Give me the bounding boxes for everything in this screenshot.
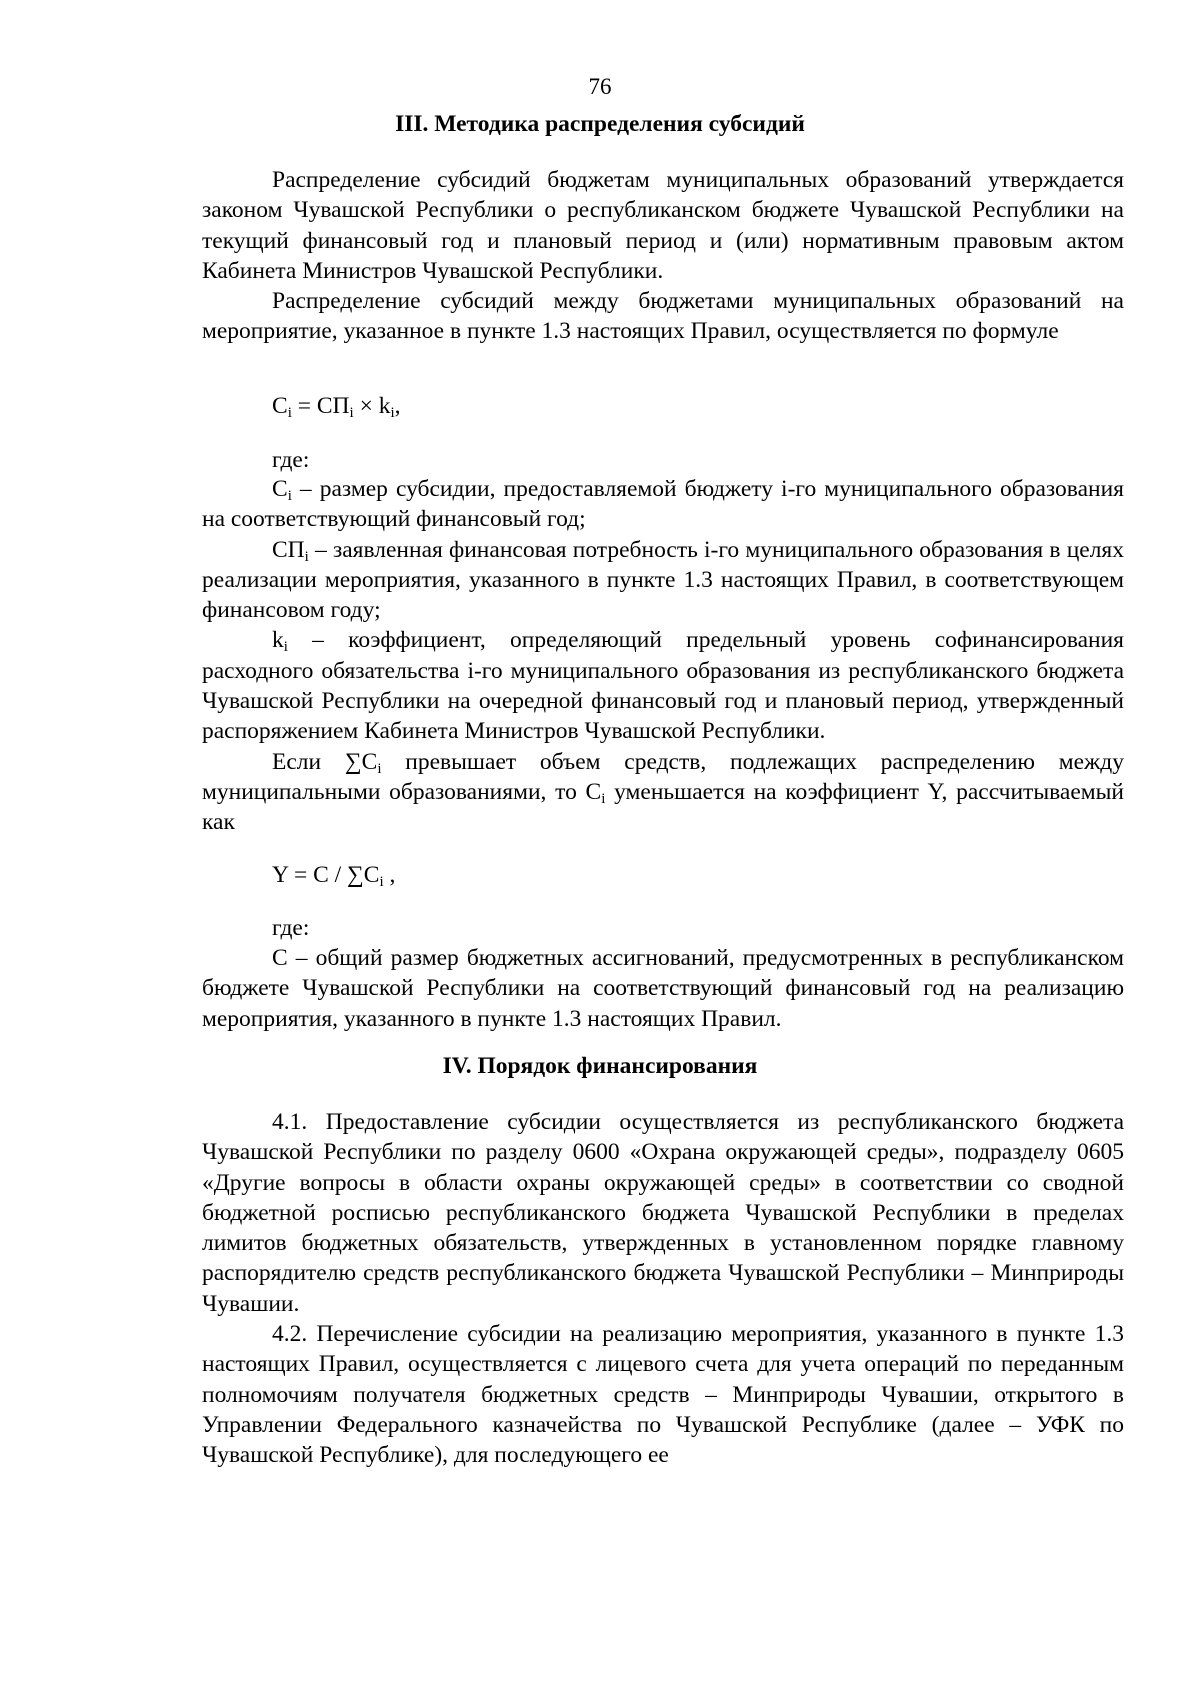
section-4-heading: IV. Порядок финансирования	[442, 1053, 758, 1079]
paragraph-4-2: 4.2. Перечисление субсидии на реализацию мероприятия, указанного в пункте 1.3 настоящих Правил, осуществляется с лицевого счета для учета операций по переданным полномочиям получателя бюджетных средств – Минприроды Чувашии, открытого в Управлении Федерального казначейства по Чувашской Республике (далее – УФК по Чувашской Республике), для последующего ее	[202, 1321, 1124, 1469]
definition-ci: $C_i$ – размер субсидии, предоставляемой бюджету i-го муниципального образования на соответствующий финансовый год;	[202, 476, 1124, 533]
section-4-body	[202, 1107, 1124, 1471]
definition-c-block	[202, 943, 1124, 1034]
paragraph-sum-reduction: Если $\sum C_i$ превышает объем средств, подлежащих распределению между муниципальными образованиями, то $C_i$ уменьшается на коэффициент Y, рассчитываемый как	[202, 748, 1125, 836]
definition-c: C – общий размер бюджетных ассигнований, предусмотренных в республиканском бюджете Чувашской Республики на соответствующий финансовый год на реализацию мероприятия, указанного в пункте 1.3 настоящих Правил.	[202, 945, 1124, 1032]
paragraph-distribution-approval: Распределение субсидий бюджетам муниципальных образований утверждается законом Чувашской Республики о республиканском бюджете Чувашской Республики на текущий финансовый год и плановый период и (или) нормативным правовым актом Кабинета Министров Чувашской Республики.	[202, 167, 1124, 284]
formula-ci: $C_i = СП_i \times k_i$,	[272, 393, 401, 421]
formula-y: $Y = C / \sum C_i$ ,	[272, 862, 396, 890]
definition-spi: $СП_i$ – заявленная финансовая потребность i-го муниципального образования в целях реализации мероприятия, указанного в пункте 1.3 настоящих Правил, в соответствующем финансовом году;	[202, 536, 1124, 624]
section-3-intro	[202, 165, 1124, 347]
paragraph-4-1: 4.1. Предоставление субсидии осуществляется из республиканского бюджета Чувашской Республики по разделу 0600 «Охрана окружающей среды», подразделу 0605 «Другие вопросы в области охраны окружающей среды» в соответствии со сводной бюджетной росписью республиканского бюджета Чувашской Республики в пределах лимитов бюджетных обязательств, утвержденных в установленном порядке главному распорядителю средств республиканского бюджета Чувашской Республики – Минприроды Чувашии.	[202, 1109, 1124, 1317]
page-number: 76	[588, 74, 612, 99]
section-3-heading: III. Методика распределения субсидий	[395, 111, 805, 137]
definitions-block	[202, 474, 1124, 838]
definition-ki: $k_i$ – коэффициент, определяющий предельный уровень софинансирования расходного обязательства i-го муниципального образования из республиканского бюджета Чувашской Республики на очередной финансовый год и плановый период, утвержденный распоряжением Кабинета Министров Чувашской Республики.	[202, 627, 1124, 745]
where-label-1: где:	[272, 447, 310, 473]
where-label-2: где:	[272, 915, 310, 941]
paragraph-distribution-formula-intro: Распределение субсидий между бюджетами муниципальных образований на мероприятие, указанное в пункте 1.3 настоящих Правил, осуществляется по формуле	[202, 288, 1124, 345]
